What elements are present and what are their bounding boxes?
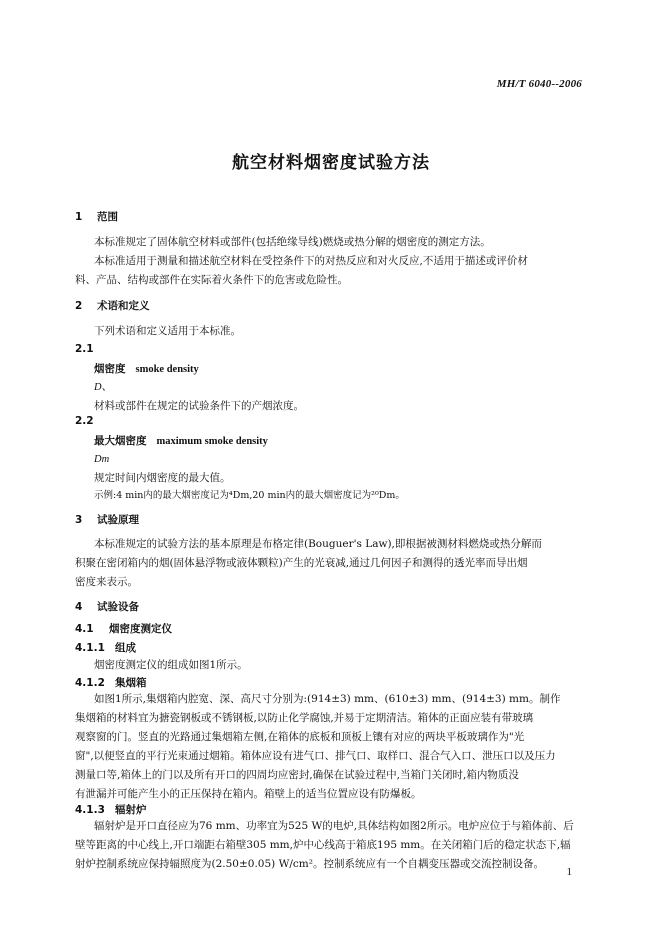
section-number: 4.1.2 [75,677,105,689]
section-title: 范围 [97,211,118,223]
paragraph: 本标准适用于测量和描述航空材料在受控条件下的对热反应和对火反应,不适用于描述或评价材 [94,255,528,267]
section-3-heading [75,512,139,527]
subsection-4-1-1-heading [75,640,136,655]
section-title: 辐射炉 [115,804,147,816]
section-4-heading [75,599,139,614]
paragraph-continuation: 集烟箱的材料宜为搪瓷钢板或不锈钢板,以防止化学腐蚀,并易于定期清洁。箱体的正面应装有带玻璃 [75,712,534,724]
section-2-heading [75,298,150,313]
page-title: 航空材料烟密度试验方法 [232,153,430,173]
subsection-4-1-3-heading [75,802,147,817]
section-number: 4.1 [75,623,94,635]
paragraph-continuation: 积聚在密闭箱内的烟(固体悬浮物或液体颗粒)产生的光衰减,通过几何因子和测得的透光率而导出烟 [75,557,528,569]
section-title: 集烟箱 [115,677,147,689]
paragraph: 下列术语和定义适用于本标准。 [94,325,241,337]
term-line [94,360,199,379]
term-symbol: Dm [94,454,110,465]
paragraph-continuation: 壁等距离的中心线上,开口端距右箱壁305 mm,炉中心线高于箱底195 mm。在关闭箱门后的稳定状态下,辐 [75,839,571,851]
example-note: 示例:4 min内的最大烟密度记为⁴Dm,20 min内的最大烟密度记为²⁰Dm。 [94,490,405,501]
subsection-4-1-heading [75,621,172,636]
section-title: 试验原理 [97,514,139,526]
term-english: smoke density [135,364,199,375]
paragraph: 烟密度测定仪的组成如图1所示。 [94,659,248,671]
section-number: 4 [75,601,83,613]
term-line [94,432,268,451]
paragraph-continuation: 观察窗的门。竖直的光路通过集烟箱左侧,在箱体的底板和顶板上镶有对应的两块平板玻璃作为"光 [75,731,525,743]
paragraph: 如图1所示,集烟箱内腔宽、深、高尺寸分别为:(914±3) mm、(610±3) mm、(914±3) mm。制作 [94,693,561,705]
paragraph-continuation: 有泄漏并可能产生小的正压保持在箱内。箱壁上的适当位置应设有防爆板。 [75,788,422,800]
term-chinese: 最大烟密度 [94,435,147,447]
paragraph: 本标准规定的试验方法的基本原理是布格定律(Bouguer's Law),即根据被测材料燃烧或热分解而 [94,538,542,550]
section-title: 组成 [115,642,136,654]
paragraph-continuation: 密度来表示。 [75,576,138,588]
term-english: maximum smoke density [156,436,268,447]
section-1-heading [75,209,118,224]
section-number: 2 [75,300,83,312]
paragraph: 辐射炉是开口直径应为76 mm、功率宜为525 W的电炉,具体结构如图2所示。电炉应位于与箱体前、后 [94,820,574,832]
section-number: 4.1.3 [75,804,105,816]
paragraph: 本标准规定了固体航空材料或部件(包括绝缘导线)燃烧或热分解的烟密度的测定方法。 [94,236,491,248]
section-title: 试验设备 [97,601,139,613]
page-number: 1 [566,866,572,878]
section-number: 3 [75,514,83,526]
section-title: 烟密度测定仪 [109,623,172,635]
section-title: 术语和定义 [97,300,150,312]
paragraph-continuation: 射炉控制系统应保持辐照度为(2.50±0.05) W/cm²。控制系统应有一个自耦变压器或交流控制设备。 [75,858,544,870]
paragraph-continuation: 窗",以便竖直的平行光束通过烟箱。箱体应设有进气口、排气口、取样口、混合气入口、泄压口以及压力 [75,750,556,762]
definition: 规定时间内烟密度的最大值。 [94,472,231,484]
term-chinese: 烟密度 [94,363,126,375]
term-symbol: D、 [94,382,113,393]
subsection-4-1-2-heading [75,675,147,690]
paragraph-continuation: 料、产品、结构或部件在实际着火条件下的危害或危险性。 [75,274,348,286]
clause-number: 2.2 [75,415,94,427]
document-code: MH/T 6040--2006 [496,78,582,90]
section-number: 1 [75,211,83,223]
definition: 材料或部件在规定的试验条件下的产烟浓度。 [94,400,304,412]
section-number: 4.1.1 [75,642,105,654]
clause-number: 2.1 [75,343,94,355]
paragraph-continuation: 测量口等,箱体上的门以及所有开口的四周均应密封,确保在试验过程中,当箱门关闭时,箱内物质没 [75,769,519,781]
